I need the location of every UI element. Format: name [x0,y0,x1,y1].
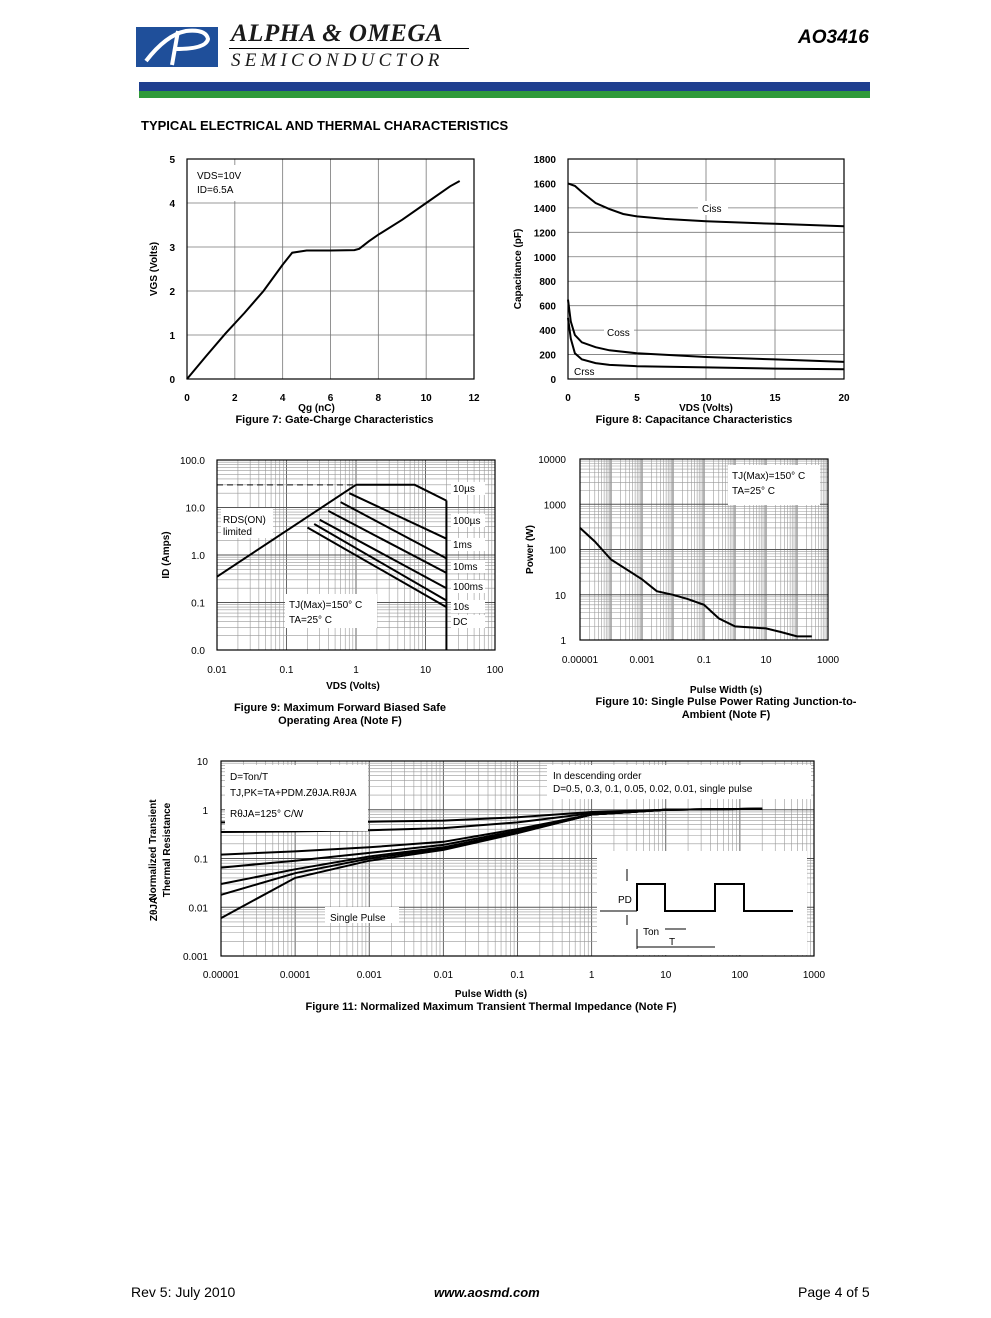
fig7-y-tick-label: 2 [169,287,175,298]
fig11-x-tick-label: 0.0001 [279,970,311,981]
fig9-curve-label: DC [453,617,468,628]
fig11-x-axis-label: Pulse Width (s) [454,989,528,1000]
fig11-inset-label-pd: PD [618,895,632,906]
fig8-y-tick-label: 600 [539,301,556,313]
company-name: ALPHA & OMEGA [231,20,444,47]
fig8-y-axis-label: Capacitance (pF) [513,228,524,310]
fig11-y-tick-label: 0.01 [188,903,208,915]
fig7-annotation: VDS=10V [197,171,242,182]
fig11-x-tick-label: 0.00001 [202,970,240,981]
footer-url[interactable]: www.aosmd.com [434,1285,540,1300]
fig10-series-line [580,528,812,637]
fig9-y-tick-label: 100.0 [179,456,205,467]
fig11-x-tick-label: 10 [660,970,672,981]
fig10-x-tick-label: 10 [760,655,772,666]
fig11-title: Figure 11: Normalized Maximum Transient Thermal Impedance (Note F) [305,1001,677,1013]
fig11-inset-label-ton: Ton [643,927,660,938]
fig9-annotation: limited [223,527,252,538]
fig9-series-line [356,485,446,501]
fig10-y-tick-label: 10000 [538,455,566,466]
fig7-x-tick-label: 4 [279,393,286,404]
fig11-y-axis-label: Thermal Resistance [162,802,173,898]
fig8-y-tick-label: 800 [539,277,556,289]
fig9-annotation: RDS(ON) [223,515,266,526]
fig8-y-tick-label: 200 [539,350,556,362]
fig8-title: Figure 8: Capacitance Characteristics [595,414,793,426]
fig7-y-tick-label: 5 [169,155,175,166]
fig10-y-tick-label: 10 [554,590,566,602]
fig9-x-tick-label: 0.1 [279,665,294,676]
fig8-y-tick-label: 1200 [533,228,556,240]
fig7-y-tick-label: 0 [169,375,175,386]
fig8-x-tick-label: 15 [769,393,781,404]
fig11-y-tick-label: 10 [196,757,208,768]
fig9-annotation: TA=25° C [289,615,332,626]
section-title: TYPICAL ELECTRICAL AND THERMAL CHARACTERISTICS [141,118,509,133]
fig7-x-tick-label: 8 [375,393,382,404]
fig8-series-label-ciss: Ciss [702,204,722,215]
fig11-legend-note: D=0.5, 0.3, 0.1, 0.05, 0.02, 0.01, single pulse [553,784,753,795]
fig7-x-tick-label: 10 [420,393,432,404]
fig9-curve-label: 10ms [453,562,478,573]
fig8-x-tick-label: 10 [700,393,712,404]
fig9-y-axis-label: ID (Amps) [161,531,172,579]
fig9-x-tick-label: 0.01 [207,665,227,676]
fig10-x-tick-label: 1000 [816,655,840,666]
fig8-x-tick-label: 20 [838,393,850,404]
fig11-annotation: D=Ton/T [230,772,269,783]
fig7-title: Figure 7: Gate-Charge Characteristics [235,414,434,426]
fig11-y-tick-label: 0.001 [182,952,208,963]
fig8-x-tick-label: 5 [634,393,640,404]
fig9-y-tick-label: 0.0 [191,646,205,657]
fig9-curve-label: 100µs [453,516,481,527]
fig11-inset-label-t: T [669,937,676,948]
fig11-annotation: RθJA=125° C/W [230,809,304,820]
fig7-series-line [187,181,460,379]
fig11-y-axis-label: Normalized Transient [148,799,159,901]
fig9-y-tick-label: 10.0 [185,503,205,515]
fig9-curve-label: 10s [453,602,470,613]
part-number: AO3416 [798,27,869,48]
fig7-y-tick-label: 3 [169,243,175,254]
fig8-y-tick-label: 400 [539,326,556,338]
fig9-y-tick-label: 0.1 [191,598,205,610]
fig11-y-tick-label: 0.1 [194,854,208,866]
fig9-x-tick-label: 10 [419,665,432,676]
fig11-y-tick-label: 1 [202,805,208,817]
fig7-x-tick-label: 0 [184,393,190,404]
fig11-x-tick-label: 1000 [802,970,826,981]
fig10-y-tick-label: 100 [549,545,566,557]
fig9-x-axis-label: VDS (Volts) [326,681,380,692]
fig8-y-tick-label: 1600 [533,179,556,191]
footer-page-number: Page 4 of 5 [798,1284,870,1300]
fig7-y-tick-label: 1 [169,331,175,342]
fig9-y-tick-label: 1.0 [191,551,205,562]
fig8-series-label-crss: Crss [574,367,595,378]
fig11-x-tick-label: 1 [588,970,595,981]
fig9-x-tick-label: 1 [353,665,359,676]
fig11-annotation: TJ,PK=TA+PDM.ZθJA.RθJA [230,788,357,799]
fig7-y-tick-label: 4 [169,199,175,210]
fig9-title: Figure 9: Maximum Forward Biased Safe [233,702,447,714]
fig10-x-tick-label: 0.00001 [561,655,599,666]
fig10-y-tick-label: 1000 [543,500,566,512]
fig11-legend-note: In descending order [553,771,642,782]
fig7-x-tick-label: 2 [232,393,238,404]
fig8-series-label-coss: Coss [607,328,630,339]
fig7-x-axis-label: Qg (nC) [298,403,335,414]
fig7-x-tick-label: 12 [468,393,480,404]
fig8-y-tick-label: 1800 [533,155,556,166]
fig7-y-axis-label: VGS (Volts) [149,241,160,297]
fig10-x-tick-label: 0.001 [629,655,655,666]
fig9-curve-label: 1ms [453,540,472,551]
fig10-title: Figure 10: Single Pulse Power Rating Junction-to- [595,696,857,708]
fig10-x-axis-label: Pulse Width (s) [689,685,763,696]
fig10-annotation: TJ(Max)=150° C [732,471,806,482]
fig11-single-pulse-label: Single Pulse [330,913,386,924]
company-subtitle: SEMICONDUCTOR [231,50,444,71]
footer-revision: Rev 5: July 2010 [131,1284,236,1300]
fig9-curve-label: 100ms [453,582,484,593]
fig10-y-tick-label: 1 [560,636,566,647]
fig8-y-tick-label: 1000 [533,252,556,264]
fig11-y-axis-label: ZθJA [149,896,160,922]
fig10-y-axis-label: Power (W) [525,525,536,574]
fig9-x-tick-label: 100 [486,665,504,676]
fig8-x-tick-label: 0 [565,393,571,404]
fig10-x-tick-label: 0.1 [697,655,711,666]
fig8-y-tick-label: 0 [550,375,556,386]
fig10-annotation: TA=25° C [732,486,775,497]
fig9-title: Operating Area (Note F) [278,715,402,727]
fig11-x-tick-label: 100 [731,970,749,981]
fig8-y-tick-label: 1400 [533,203,556,215]
fig8-x-axis-label: VDS (Volts) [679,403,733,414]
fig10-title: Ambient (Note F) [681,709,771,721]
fig11-x-tick-label: 0.1 [510,970,525,981]
fig11-x-tick-label: 0.01 [433,970,454,981]
fig7-x-tick-label: 6 [327,393,334,404]
fig7-annotation: ID=6.5A [197,185,234,196]
fig11-x-tick-label: 0.001 [356,970,382,981]
fig9-curve-label: 10µs [453,484,475,495]
fig9-annotation: TJ(Max)=150° C [289,600,363,611]
